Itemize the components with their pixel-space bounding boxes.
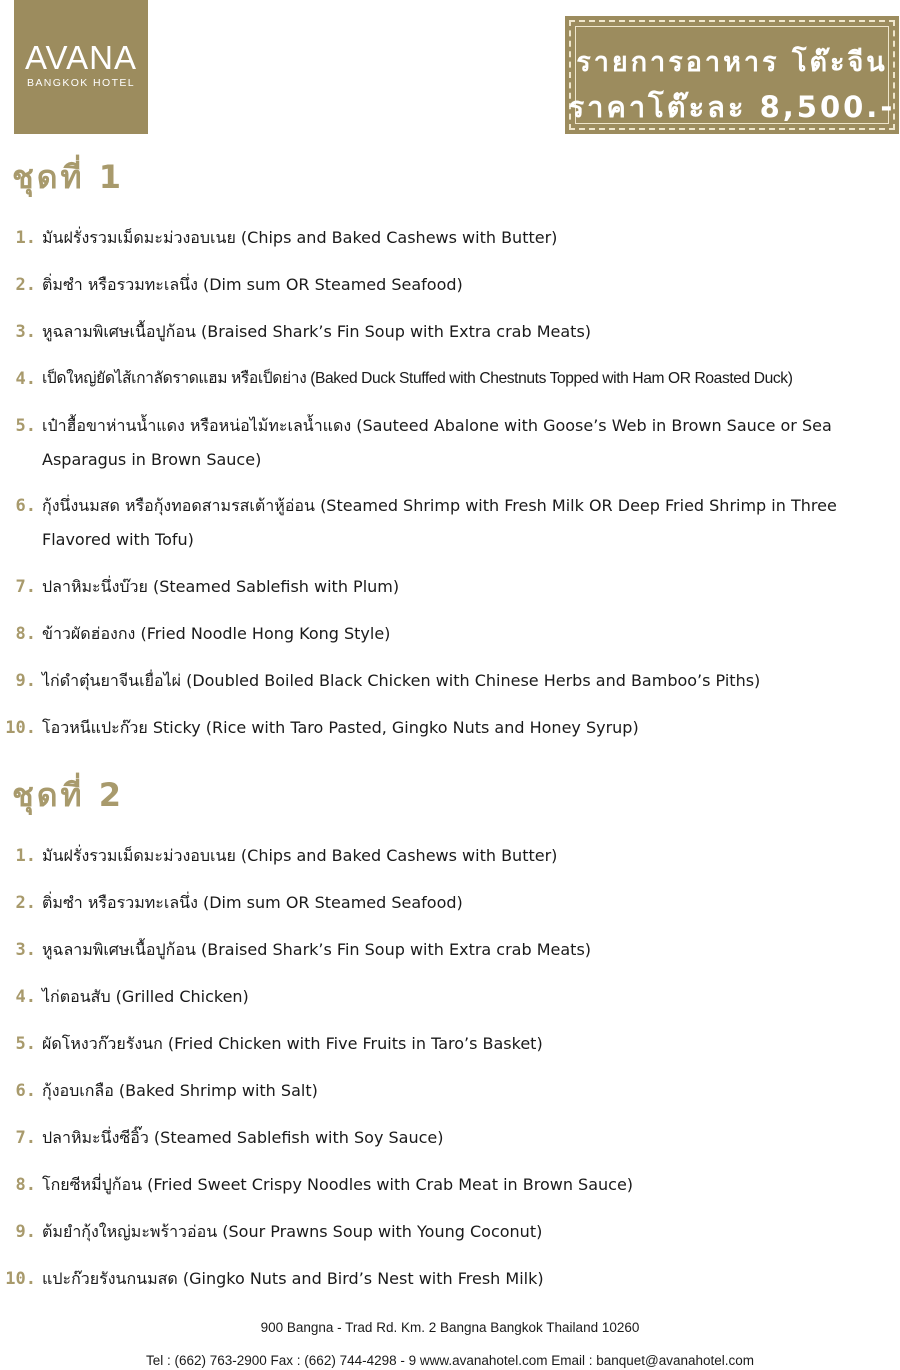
item-number: 6. xyxy=(15,1081,36,1101)
item-number: 9. xyxy=(15,1222,36,1242)
item-number: 7. xyxy=(15,577,36,597)
item-text: ติ่มซำ หรือรวมทะเลนึ่ง (Dim sum OR Steamed Seafood) xyxy=(42,893,463,912)
item-text: ผัดโหงวก๊วยรังนก (Fried Chicken with Five Fruits in Taro’s Basket) xyxy=(42,1034,543,1053)
item-number: 3. xyxy=(15,940,36,960)
item-text: ข้าวผัดฮ่องกง (Fried Noodle Hong Kong Style) xyxy=(42,624,391,643)
logo-subtitle: BANGKOK HOTEL xyxy=(26,77,136,89)
item-number: 4. xyxy=(15,369,36,389)
item-text: ปลาหิมะนึ่งบ๊วย (Steamed Sablefish with Plum) xyxy=(42,577,400,596)
item-text: มันฝรั่งรวมเม็ดมะม่วงอบเนย (Chips and Baked Cashews with Butter) xyxy=(42,846,558,865)
item-text: ไก่ดำตุ๋นยาจีนเยื่อไผ่ (Doubled Boiled Black Chicken with Chinese Herbs and Bamboo’s Piths) xyxy=(42,671,761,690)
item-number: 1. xyxy=(15,846,36,866)
item-text: กุ้งอบเกลือ (Baked Shrimp with Salt) xyxy=(42,1081,318,1100)
set-2-title: ชุดที่ 2 xyxy=(12,776,124,814)
item-text: หูฉลามพิเศษเนื้อปูก้อน (Braised Shark’s Fin Soup with Extra crab Meats) xyxy=(42,940,592,959)
item-text: หูฉลามพิเศษเนื้อปูก้อน (Braised Shark’s Fin Soup with Extra crab Meats) xyxy=(42,322,592,341)
item-number: 5. xyxy=(15,416,36,436)
item-text: ต้มยำกุ้งใหญ่มะพร้าวอ่อน (Sour Prawns Soup with Young Coconut) xyxy=(42,1222,543,1241)
item-text: แปะก๊วยรังนกนมสด (Gingko Nuts and Bird’s Nest with Fresh Milk) xyxy=(42,1269,544,1288)
logo-brand: AVANA xyxy=(25,39,137,76)
item-number: 2. xyxy=(15,893,36,913)
item-text: กุ้งนึ่งนมสด หรือกุ้งทอดสามรสเต้าหู้อ่อน (Steamed Shrimp with Fresh Milk OR Deep Fried Shrimp in Three Flavored with Tofu) xyxy=(42,496,837,549)
item-text: มันฝรั่งรวมเม็ดมะม่วงอบเนย (Chips and Baked Cashews with Butter) xyxy=(42,228,558,247)
item-number: 10. xyxy=(5,1269,36,1289)
item-number: 10. xyxy=(5,718,36,738)
item-text: โอวหนีแปะก๊วย Sticky (Rice with Taro Pasted, Gingko Nuts and Honey Syrup) xyxy=(42,718,639,737)
item-text: โกยซีหมี่ปูก้อน (Fried Sweet Crispy Noodles with Crab Meat in Brown Sauce) xyxy=(42,1175,634,1194)
item-number: 8. xyxy=(15,624,36,644)
banner-title: รายการอาหาร โต๊ะจีน xyxy=(576,47,888,78)
footer-address: 900 Bangna - Trad Rd. Km. 2 Bangna Bangkok Thailand 10260 xyxy=(260,1320,640,1335)
price-banner xyxy=(565,16,899,134)
set-1-title: ชุดที่ 1 xyxy=(12,158,124,196)
banner-price: ราคาโต๊ะละ 8,500.- xyxy=(568,90,896,124)
item-number: 5. xyxy=(15,1034,36,1054)
item-number: 7. xyxy=(15,1128,36,1148)
item-text: เป็ดใหญ่ยัดไส้เกาลัดราดแฮม หรือเป็ดย่าง (Baked Duck Stuffed with Chestnuts Topped with Ham OR Roasted Duck) xyxy=(42,370,793,387)
hotel-logo xyxy=(14,0,148,134)
item-text: ไก่ตอนสับ (Grilled Chicken) xyxy=(42,987,249,1006)
item-number: 9. xyxy=(15,671,36,691)
item-number: 8. xyxy=(15,1175,36,1195)
footer-contact: Tel : (662) 763-2900 Fax : (662) 744-4298 - 9 www.avanahotel.com Email : banquet@avanahotel.com xyxy=(145,1353,755,1368)
item-number: 1. xyxy=(15,228,36,248)
item-text: เป๋าฮื้อขาห่านน้ำแดง หรือหน่อไม้ทะเลน้ำแดง (Sauteed Abalone with Goose’s Web in Brown Sauce or Sea Asparagus in Brown Sauce) xyxy=(42,416,832,469)
item-number: 3. xyxy=(15,322,36,342)
item-number: 4. xyxy=(15,987,36,1007)
item-text: ติ่มซำ หรือรวมทะเลนึ่ง (Dim sum OR Steamed Seafood) xyxy=(42,275,463,294)
item-text: ปลาหิมะนึ่งซีอิ๊ว (Steamed Sablefish with Soy Sauce) xyxy=(42,1128,444,1147)
item-number: 2. xyxy=(15,275,36,295)
item-number: 6. xyxy=(15,496,36,516)
